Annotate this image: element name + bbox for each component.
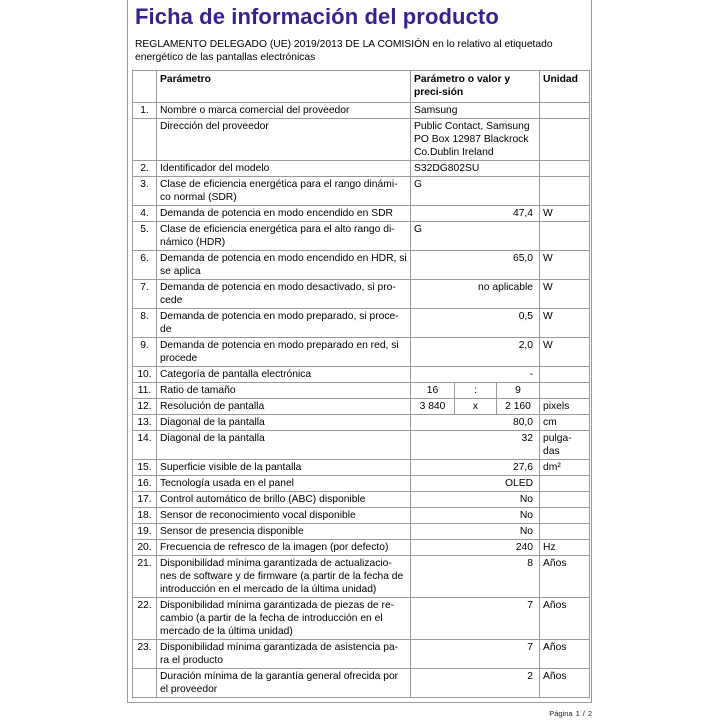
table-row: [133, 598, 590, 640]
row-number: 15.: [133, 460, 157, 476]
row-parameter: Dirección del proveedor: [157, 119, 411, 161]
page-total: 2: [587, 709, 592, 718]
row-unit: W: [540, 206, 590, 222]
row-value: G: [411, 222, 540, 251]
row-parameter: Nombre o marca comercial del proveedor: [157, 103, 411, 119]
row-value: 32: [411, 431, 540, 460]
table-row: [133, 309, 590, 338]
row-unit: [540, 119, 590, 161]
row-number: 2.: [133, 161, 157, 177]
row-unit: [540, 508, 590, 524]
row-unit: Hz: [540, 540, 590, 556]
row-value: S32DG802SU: [411, 161, 540, 177]
table-row: [133, 508, 590, 524]
row-unit: dm²: [540, 460, 590, 476]
row-parameter: Superficie visible de la pantalla: [157, 460, 411, 476]
row-parameter: Demanda de potencia en modo preparado, si proce-de: [157, 309, 411, 338]
table-row: [133, 161, 590, 177]
row-unit: Años: [540, 598, 590, 640]
row-number: [133, 669, 157, 698]
row-value: 7: [411, 640, 540, 669]
row-parameter: Tecnología usada en el panel: [157, 476, 411, 492]
header-number: [133, 71, 157, 103]
row-number: 20.: [133, 540, 157, 556]
page-current: 1: [575, 709, 580, 718]
row-number: 12.: [133, 399, 157, 415]
table-row: [133, 103, 590, 119]
table-row: [133, 524, 590, 540]
row-value: No: [411, 524, 540, 540]
row-number: 13.: [133, 415, 157, 431]
row-value: No: [411, 492, 540, 508]
row-unit: pixels: [540, 399, 590, 415]
row-unit: W: [540, 251, 590, 280]
row-value: 27,6: [411, 460, 540, 476]
header-parameter: Parámetro: [157, 71, 411, 103]
row-value: 240: [411, 540, 540, 556]
row-unit: [540, 367, 590, 383]
table-row: [133, 431, 590, 460]
row-number: 5.: [133, 222, 157, 251]
table-row: [133, 556, 590, 598]
row-parameter: Categoría de pantalla electrónica: [157, 367, 411, 383]
row-number: 9.: [133, 338, 157, 367]
row-parameter: Disponibilidad mínima garantizada de asistencia pa-ra el producto: [157, 640, 411, 669]
row-parameter: Sensor de presencia disponible: [157, 524, 411, 540]
row-parameter: Sensor de reconocimiento vocal disponible: [157, 508, 411, 524]
row-number: 8.: [133, 309, 157, 338]
page-indicator: [546, 709, 592, 718]
row-number: 19.: [133, 524, 157, 540]
table-row: [133, 492, 590, 508]
row-parameter: Disponibilidad mínima garantizada de piezas de re-cambio (a partir de la fecha de introducción en el mercado de la última unidad): [157, 598, 411, 640]
row-parameter: Identificador del modelo: [157, 161, 411, 177]
row-unit: Años: [540, 556, 590, 598]
row-value: 2,0: [411, 338, 540, 367]
row-value: 8: [411, 556, 540, 598]
row-unit: Años: [540, 640, 590, 669]
row-value: G: [411, 177, 540, 206]
row-unit: cm: [540, 415, 590, 431]
row-value-part-a: 3 840: [411, 399, 455, 415]
row-value: 2: [411, 669, 540, 698]
table-row: [133, 177, 590, 206]
row-number: 14.: [133, 431, 157, 460]
row-unit: W: [540, 280, 590, 309]
row-parameter: Demanda de potencia en modo desactivado, si pro-cede: [157, 280, 411, 309]
row-unit: [540, 161, 590, 177]
table-row: [133, 367, 590, 383]
header-value: Parámetro o valor y preci-sión: [411, 71, 540, 103]
row-parameter: Resolución de pantalla: [157, 399, 411, 415]
row-number: 4.: [133, 206, 157, 222]
row-unit: [540, 177, 590, 206]
row-value: 7: [411, 598, 540, 640]
product-information-sheet: [127, 0, 592, 703]
row-value: 0,5: [411, 309, 540, 338]
row-unit: Años: [540, 669, 590, 698]
row-value-separator: :: [455, 383, 497, 399]
header-unit: Unidad: [540, 71, 590, 103]
table-row: [133, 540, 590, 556]
table-row: [133, 399, 590, 415]
page-separator: /: [582, 709, 585, 718]
row-value: no aplicable: [411, 280, 540, 309]
table-row: [133, 640, 590, 669]
table-row: [133, 251, 590, 280]
row-number: 17.: [133, 492, 157, 508]
row-parameter: Duración mínima de la garantía general ofrecida por el proveedor: [157, 669, 411, 698]
row-unit: [540, 383, 590, 399]
row-unit: [540, 524, 590, 540]
row-parameter: Diagonal de la pantalla: [157, 415, 411, 431]
page-label: Página: [549, 709, 573, 718]
row-number: 1.: [133, 103, 157, 119]
table-row: [133, 338, 590, 367]
table-row: [133, 119, 590, 161]
document-title: Ficha de información del producto: [135, 4, 499, 29]
row-number: 16.: [133, 476, 157, 492]
row-unit: W: [540, 338, 590, 367]
table-row: [133, 206, 590, 222]
row-parameter: Diagonal de la pantalla: [157, 431, 411, 460]
row-parameter: Demanda de potencia en modo encendido en HDR, si se aplica: [157, 251, 411, 280]
table-row: [133, 222, 590, 251]
row-value-part-a: 16: [411, 383, 455, 399]
table-row: [133, 280, 590, 309]
row-value-part-b: 2 160: [497, 399, 540, 415]
row-unit: [540, 476, 590, 492]
row-unit: W: [540, 309, 590, 338]
row-value: Samsung: [411, 103, 540, 119]
row-parameter: Frecuencia de refresco de la imagen (por defecto): [157, 540, 411, 556]
row-value-separator: x: [455, 399, 497, 415]
row-number: 18.: [133, 508, 157, 524]
row-value: -: [411, 367, 540, 383]
table-row: [133, 476, 590, 492]
row-parameter: Demanda de potencia en modo preparado en red, si procede: [157, 338, 411, 367]
row-parameter: Clase de eficiencia energética para el alto rango di-námico (HDR): [157, 222, 411, 251]
row-number: 11.: [133, 383, 157, 399]
row-value: Public Contact, Samsung PO Box 12987 Blackrock Co.Dublin Ireland: [411, 119, 540, 161]
table-header-row: [133, 71, 590, 103]
row-parameter: Clase de eficiencia energética para el rango dinámi-co normal (SDR): [157, 177, 411, 206]
row-number: 7.: [133, 280, 157, 309]
row-number: 22.: [133, 598, 157, 640]
table-row: [133, 415, 590, 431]
row-number: 23.: [133, 640, 157, 669]
row-unit: [540, 222, 590, 251]
row-value: 80,0: [411, 415, 540, 431]
row-value: 47,4: [411, 206, 540, 222]
row-parameter: Demanda de potencia en modo encendido en SDR: [157, 206, 411, 222]
row-parameter: Ratio de tamaño: [157, 383, 411, 399]
table-row: [133, 669, 590, 698]
product-table: [132, 70, 590, 698]
row-unit: [540, 492, 590, 508]
row-value-part-b: 9: [497, 383, 540, 399]
row-value: 65,0: [411, 251, 540, 280]
row-unit: pulga-das: [540, 431, 590, 460]
table-row: [133, 383, 590, 399]
row-number: 21.: [133, 556, 157, 598]
regulation-text: REGLAMENTO DELEGADO (UE) 2019/2013 DE LA COMISIÓN en lo relativo al etiquetado energético de las pantallas electrónicas: [135, 39, 553, 63]
row-number: 10.: [133, 367, 157, 383]
row-number: [133, 119, 157, 161]
row-value: No: [411, 508, 540, 524]
row-unit: [540, 103, 590, 119]
row-number: 6.: [133, 251, 157, 280]
row-parameter: Control automático de brillo (ABC) disponible: [157, 492, 411, 508]
row-parameter: Disponibilidad mínima garantizada de actualizacio-nes de software y de firmware (a partir de la fecha de introducción en el mercado de la última unidad): [157, 556, 411, 598]
row-value: OLED: [411, 476, 540, 492]
table-row: [133, 460, 590, 476]
row-number: 3.: [133, 177, 157, 206]
